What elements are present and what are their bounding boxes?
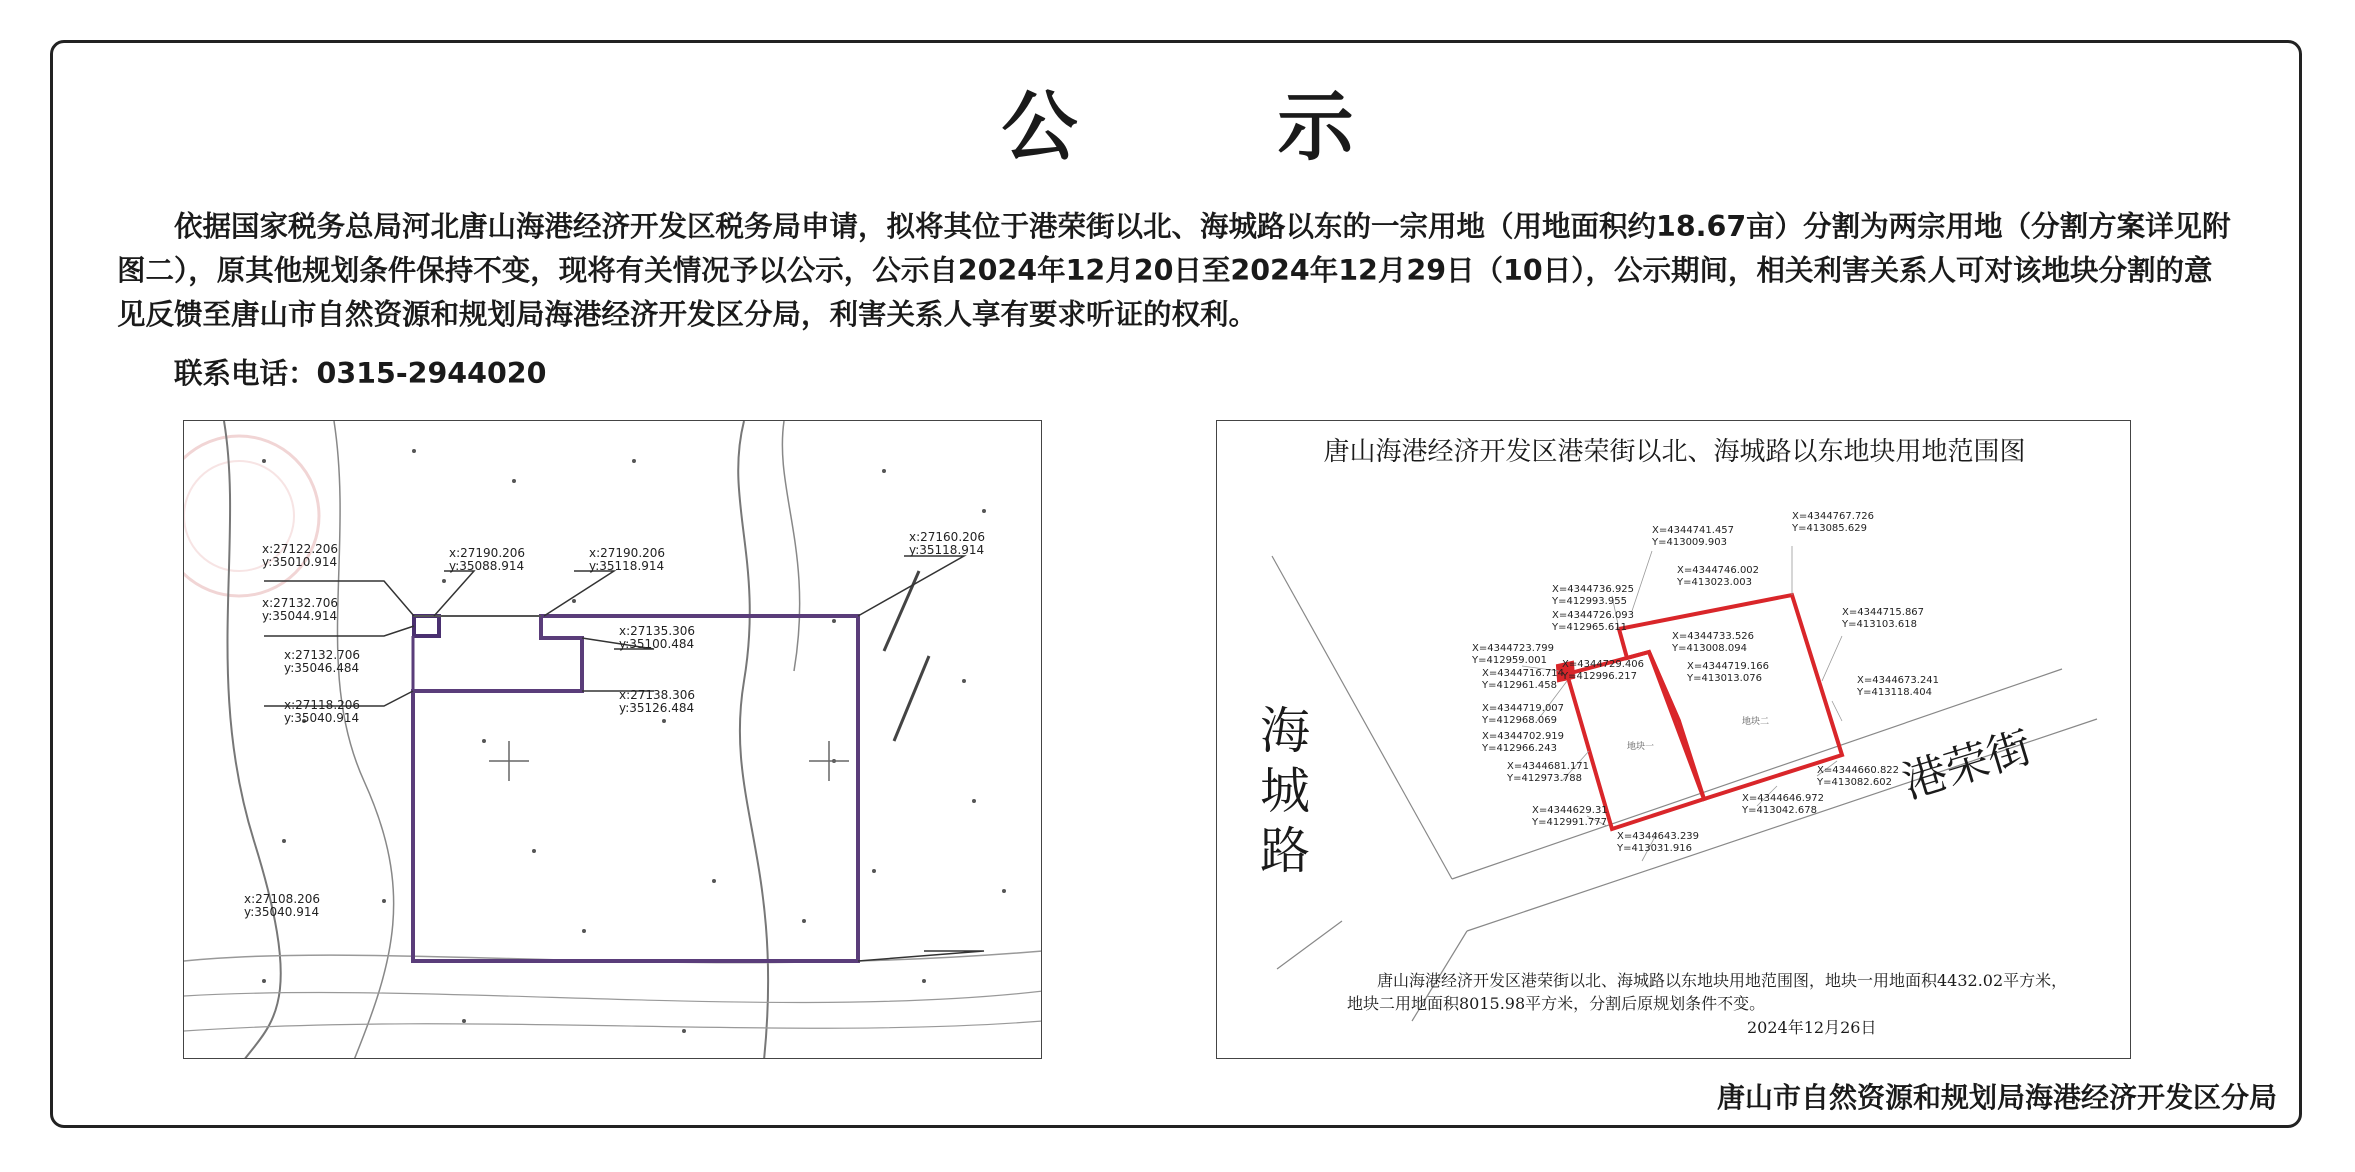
coord-label: X=4344723.799 Y=412959.001 (1472, 643, 1555, 666)
coord-label: X=4344643.239 Y=413031.916 (1617, 831, 1700, 854)
coord-label: X=4344746.002 Y=413023.003 (1677, 565, 1760, 588)
survey-label: x:27132.706 y:35044.914 (262, 596, 339, 623)
issuing-authority: 唐山市自然资源和规划局海港经济开发区分局 (1716, 1081, 2277, 1114)
survey-label: x:27122.206 y:35010.914 (262, 542, 339, 569)
survey-label: x:27190.206 y:35088.914 (449, 546, 526, 573)
survey-label: x:27118.206 y:35040.914 (284, 698, 361, 725)
road-label-haicheng: 海 城 路 (1260, 702, 1310, 880)
coord-label: X=4344673.241 Y=413118.404 (1857, 675, 1940, 698)
survey-label: x:27160.206 y:35118.914 (909, 530, 986, 557)
map-caption: 唐山海港经济开发区港荣街以北、海城路以东地块用地范围图，地块一用地面积4432.02平方米，地块二用地面积8015.98平方米，分割后原规划条件不变。 (1347, 971, 2068, 1013)
coord-label: X=4344726.093 Y=412965.611 (1552, 610, 1635, 633)
coord-label: X=4344741.457 Y=413009.903 (1652, 525, 1735, 548)
coord-label: X=4344702.919 Y=412966.243 (1482, 731, 1565, 754)
survey-label: x:27135.306 y:35100.484 (619, 624, 696, 651)
notice-body: 依据国家税务总局河北唐山海港经济开发区税务局申请，拟将其位于港荣街以北、海城路以东的一宗用地（用地面积约18.67亩）分割为两宗用地（分割方案详见附图二），原其他规划条件保持不变，现将有关情况予以公示，公示自2024年12月20日至2024年12月29日（10日），公示期间，相关利害关系人可对该地块分割的意见反馈至唐山市自然资源和规划局海港经济开发区分局，利害关系人享有要求听证的权利。 (117, 210, 2231, 331)
coord-label: X=4344767.726 Y=413085.629 (1792, 511, 1875, 534)
coord-label: X=4344716.714 Y=412961.458 (1482, 668, 1565, 691)
survey-label: x:27138.306 y:35126.484 (619, 688, 696, 715)
coord-label: X=4344719.007 Y=412968.069 (1482, 703, 1565, 726)
coord-label: X=4344719.166 Y=413013.076 (1687, 661, 1770, 684)
parcel-map (1216, 420, 2131, 1059)
plot-one-label: 地块一 (1627, 742, 1655, 752)
coord-label: X=4344629.31 Y=412991.777 (1532, 805, 1608, 828)
coord-label: X=4344733.526 Y=413008.094 (1672, 631, 1755, 654)
survey-label: x:27108.206 y:35040.914 (244, 892, 321, 919)
coord-label: X=4344660.822 Y=413082.602 (1817, 765, 1900, 788)
map-title: 唐山海港经济开发区港荣街以北、海城路以东地块用地范围图 (1323, 437, 2026, 467)
map-date: 2024年12月26日 (1747, 1018, 1877, 1037)
coord-label: X=4344646.972 Y=413042.678 (1742, 793, 1825, 816)
road-label-gangrong: 港荣街 (1896, 721, 2038, 809)
coord-label: X=4344715.867 Y=413103.618 (1842, 607, 1925, 630)
survey-map-image (183, 420, 1042, 1059)
survey-label: x:27190.206 y:35118.914 (589, 546, 666, 573)
coord-label: X=4344736.925 Y=412993.955 (1552, 584, 1635, 607)
survey-label: x:27132.706 y:35046.484 (284, 648, 361, 675)
coord-label: X=4344729.406 Y=412996.217 (1562, 659, 1645, 682)
page-title: 公 示 (1001, 82, 1416, 171)
survey-map-drawing (184, 421, 1042, 1059)
contact-phone: 联系电话：0315-2944020 (174, 357, 547, 390)
coord-label: X=4344681.171 Y=412973.788 (1507, 761, 1590, 784)
plot-two-label: 地块二 (1742, 717, 1770, 727)
